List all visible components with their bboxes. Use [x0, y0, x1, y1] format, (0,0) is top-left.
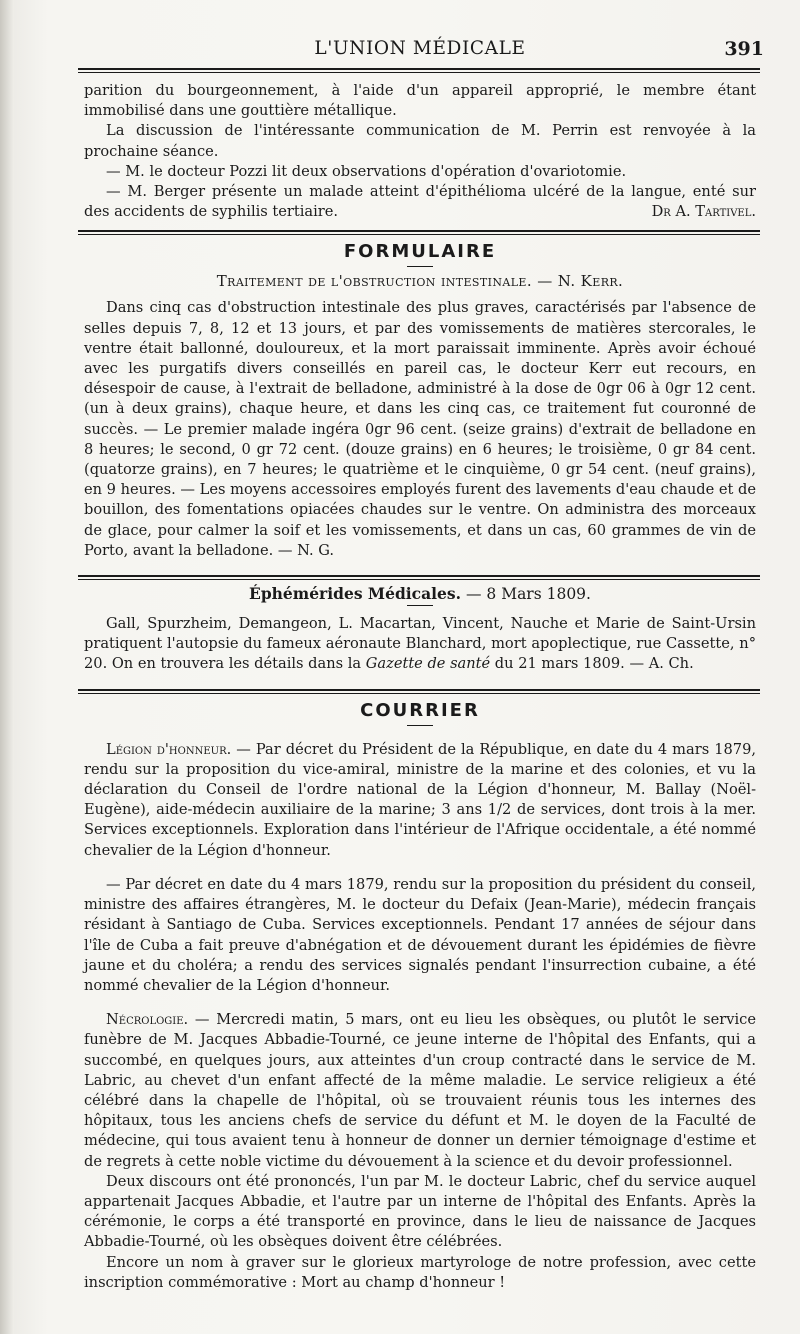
- paragraph-discussion: La discussion de l'intéressante communication de M. Perrin est renvoyée à la prochaine séance.: [84, 122, 756, 160]
- signature: Dr A. Tartivel.: [651, 203, 756, 221]
- section-rule-formulaire: [78, 230, 760, 235]
- journal-title: L'UNION MÉDICALE: [314, 38, 526, 59]
- paragraph-pozzi: — M. le docteur Pozzi lit deux observations d'opération d'ovariotomie.: [106, 162, 627, 180]
- section-rule-courrier: [78, 689, 760, 694]
- paragraph-decret: — Par décret en date du 4 mars 1879, rendu sur la proposition du président du conseil, ministre des affaires étrangères, M. le docteur du Defaix (Jean-Marie), médecin français résidant à Santiago de Cuba. Services exceptionnels. Pendant 17 années de séjour dans l'île de Cuba a fait preuve d'abnégation et de dévouement durant les épidémies de fièvre jaune et du choléra; a rendu des services signalés pendant l'insurrection cubaine, a été nommé chevalier de la Légion d'honneur.: [84, 875, 756, 994]
- short-rule: [407, 266, 433, 267]
- section-heading-courrier: COURRIER: [360, 699, 480, 721]
- ephemerides-text-start: Gall, Spurzheim, Demangeon, L. Macartan, Vincent, Nauche et Marie de Saint-Ursin pratiquent l'autopsie du fameux aéronaute Blanchard, mort apoplectique, rue Cassette, n° 20. On en trouvera les détails dans la: [84, 615, 756, 673]
- paragraph-bourgeonnement: parition du bourgeonnement, à l'aide d'un appareil approprié, le membre étant immobilisé dans une gouttière métallique.: [84, 82, 756, 120]
- paragraph-encore: Encore un nom à graver sur le glorieux martyrologe de notre profession, avec cette inscription commémorative : Mort au champ d'honneur !: [84, 1253, 756, 1291]
- berger-text: — M. Berger présente un malade atteint d'épithélioma ulcéré de la langue, enté sur des accidents de syphilis tertiaire.: [84, 183, 756, 221]
- paragraph-discours: Deux discours ont été prononcés, l'un par M. le docteur Labric, chef du service auquel appartenait Jacques Abbadie, et l'autre par un interne de l'hôpital des Enfants. Après la cérémonie, le corps a été transporté en province, dans le lieu de naissance de Jacques Abbadie-Tourné, où les obsèques doivent être célébrées.: [84, 1172, 756, 1251]
- paragraph-ephemerides: [84, 614, 756, 675]
- article-subheading: Traitement de l'obstruction intestinale. — N. Kerr.: [216, 272, 624, 291]
- running-head: [84, 34, 764, 68]
- ephemerides-title: Éphémérides Médicales.: [249, 584, 462, 604]
- page-number: 391: [724, 38, 764, 60]
- ephemerides-date: — 8 Mars 1809.: [465, 585, 591, 604]
- journal-reference: Gazette de santé: [365, 655, 491, 673]
- ephemerides-text-end: du 21 mars 1809. — A. Ch.: [490, 655, 694, 673]
- paragraph-legion: [84, 740, 756, 861]
- paragraph-necrologie: [84, 1010, 756, 1172]
- legion-lead: Légion d'honneur.: [106, 740, 232, 758]
- paragraph-formulaire: Dans cinq cas d'obstruction intestinale des plus graves, caractérisés par l'absence de selles depuis 7, 8, 12 et 13 jours, et par des vomissements de matières stercorales, le ventre était ballonné, douloureux, et la mort paraissait imminente. Après avoir échoué avec les purgatifs divers conseillés en pareil cas, le docteur Kerr eut recours, en désespoir de cause, à l'extrait de belladone, administré à la dose de 0gr 06 à 0gr 12 cent. (un à deux grains), chaque heure, et dans les cinq cas, ce traitement fut couronné de succès. — Le premier malade ingéra 0gr 96 cent. (seize grains) d'extrait de belladone en 8 heures; le second, 0 gr 72 cent. (douze grains) en 6 heures; le troisième, 0 gr 84 cent. (quatorze grains), en 7 heures; le quatrième et le cinquième, 0 gr 54 cent. (neuf grains), en 9 heures. — Les moyens accessoires employés furent des lavements d'eau chaude et de bouillon, des fomentations opiacées chaudes sur le ventre. On administra des morceaux de glace, pour calmer la soif et les vomissements, et dans un cas, 60 grammes de vin de Porto, avant la belladone. — N. G.: [84, 299, 756, 559]
- necrologie-lead: Nécrologie.: [106, 1011, 189, 1029]
- text-column: [84, 34, 764, 1293]
- legion-text: — Par décret du Président de la République, en date du 4 mars 1879, rendu sur la proposition du vice-amiral, ministre de la marine et des colonies, et vu la déclaration du Conseil de l'ordre national de la Légion d'honneur, M. Ballay (Noël-Eugène), aide-médecin auxiliaire de la marine; 3 ans 1/2 de services, dont trois à la mer. Services exceptionnels. Exploration dans l'intérieur de l'Afrique occidentale, a été nommé chevalier de la Légion d'honneur.: [84, 740, 756, 859]
- necrologie-text: — Mercredi matin, 5 mars, ont eu lieu les obsèques, ou plutôt le service funèbre de M. Jacques Abbadie-Tourné, ce jeune interne de l'hôpital des Enfants, qui a succombé, en quelques jours, aux atteintes d'un croup contracté dans le service de M. Labric, au chevet d'un enfant affecté de la même maladie. Le service religieux a été célébré dans la chapelle de l'hôpital, où se trouvaient réunis tous les internes des hôpitaux, tous les anciens chefs de service du défunt et M. le doyen de la Faculté de médecine, qui tous avaient tenu à honneur de donner un dernier témoignage d'estime et de regrets à cette noble victime du dévouement à la science et du devoir professionnel.: [84, 1011, 756, 1170]
- ephemerides-heading: [84, 584, 756, 603]
- section-heading-formulaire: FORMULAIRE: [343, 241, 497, 263]
- book-spine-shadow: [0, 0, 14, 1334]
- paragraph-berger: [84, 182, 756, 222]
- section-rule-ephemerides: [78, 575, 760, 580]
